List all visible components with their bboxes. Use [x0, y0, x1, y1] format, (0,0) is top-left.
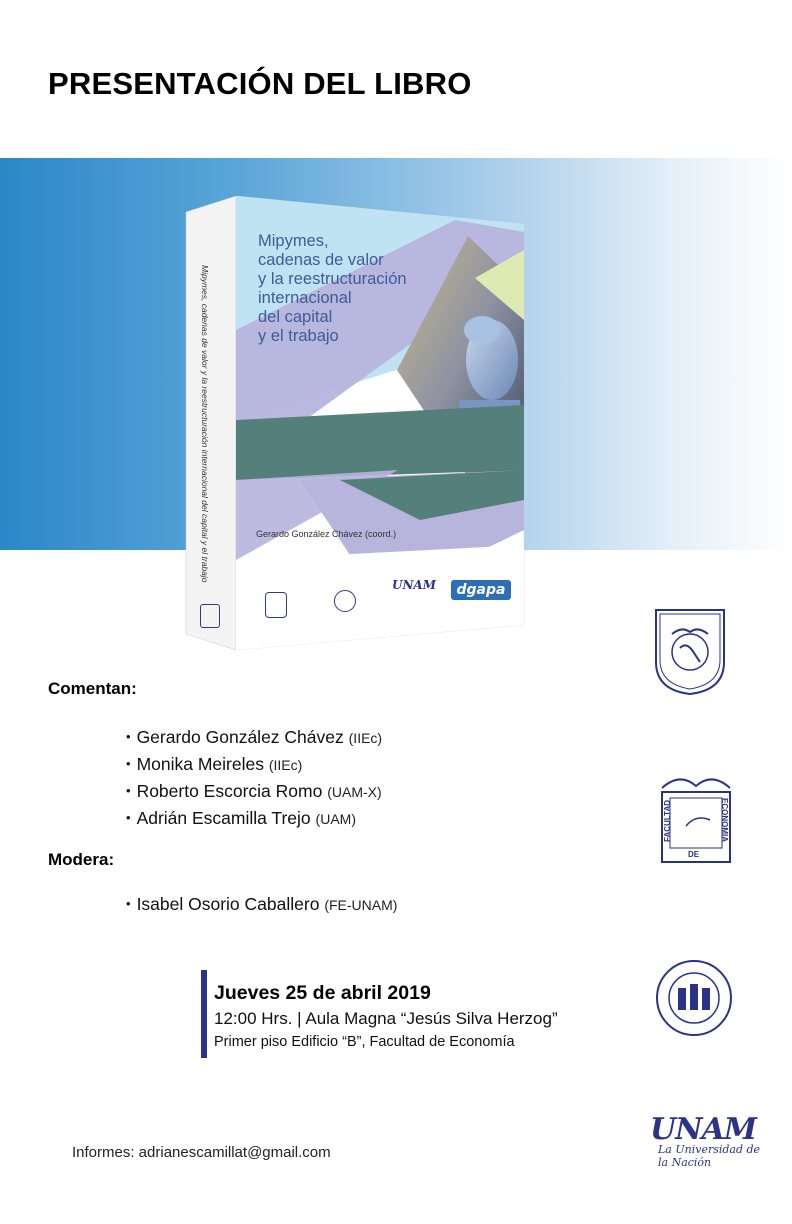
person-affiliation: (IIEc) — [348, 730, 383, 746]
person-affiliation: (UAM-X) — [327, 784, 382, 800]
cover-unam-wordmark — [392, 580, 436, 608]
list-item — [126, 778, 382, 805]
person-affiliation: (FE-UNAM) — [324, 897, 398, 913]
list-item — [126, 724, 382, 751]
book-spine-text: Mipymes, cadenas de valor y la reestructuración internacional del capital y el trabajo — [200, 265, 210, 583]
book-title-line: cadenas de valor — [258, 251, 384, 269]
book-title-line: y el trabajo — [258, 327, 339, 345]
bullet-icon: • — [126, 783, 131, 798]
dgapa-logo: dgapa — [451, 580, 511, 600]
book-title-line: Mipymes, — [258, 232, 329, 250]
event-date: Jueves 25 de abril 2019 — [214, 982, 431, 1004]
bullet-icon: • — [126, 729, 131, 744]
person-name: Gerardo González Chávez — [136, 727, 344, 747]
fe-seal-text-left: FACULTAD — [663, 800, 672, 842]
event-time-place: 12:00 Hrs. | Aula Magna “Jesús Silva Herzog” — [214, 1009, 558, 1028]
modera-label: Modera: — [48, 850, 115, 869]
book-title-line: del capital — [258, 308, 333, 326]
event-location: Primer piso Edificio “B”, Facultad de Economía — [214, 1034, 515, 1050]
list-item — [126, 751, 382, 778]
cover-unam-wordmark-text: UNAM — [392, 578, 437, 592]
comentan-list — [126, 724, 382, 832]
page-title: PRESENTACIÓN DEL LIBRO — [48, 66, 472, 101]
unam-seal-icon — [652, 604, 728, 696]
contact-info: Informes: adrianescamillat@gmail.com — [72, 1144, 331, 1161]
book-title — [258, 232, 438, 346]
modera-list — [126, 891, 397, 918]
list-item — [126, 891, 397, 918]
comentan-label: Comentan: — [48, 679, 137, 698]
person-affiliation: (IIEc) — [268, 757, 303, 773]
facultad-economia-seal-icon — [656, 770, 736, 866]
person-affiliation: (UAM) — [315, 811, 356, 827]
unam-wordmark-text: UNAM — [650, 1112, 757, 1147]
person-name: Monika Meireles — [136, 754, 264, 774]
bullet-icon: • — [126, 810, 131, 825]
iiec-seal-icon — [654, 958, 734, 1038]
person-name: Roberto Escorcia Romo — [136, 781, 323, 801]
unam-wordmark-logo — [650, 1112, 770, 1182]
list-item — [126, 805, 382, 832]
book-title-line: internacional — [258, 289, 352, 307]
book-author: Gerardo González Chávez (coord.) — [256, 529, 397, 539]
unam-tagline: La Universidad de la Nación — [658, 1143, 761, 1169]
book-title-line: y la reestructuración — [258, 270, 407, 288]
spine-seal-icon — [200, 604, 220, 628]
fe-seal-text-right: ECONOMIA — [720, 798, 729, 842]
person-name: Adrián Escamilla Trejo — [136, 808, 311, 828]
person-name: Isabel Osorio Caballero — [136, 894, 320, 914]
bullet-icon: • — [126, 756, 131, 771]
cover-unam-seal-icon — [265, 592, 287, 618]
cover-iiec-seal-icon — [334, 590, 356, 612]
bullet-icon: • — [126, 896, 131, 911]
fe-seal-text-bottom: DE — [688, 850, 700, 859]
event-accent-bar — [201, 970, 207, 1058]
